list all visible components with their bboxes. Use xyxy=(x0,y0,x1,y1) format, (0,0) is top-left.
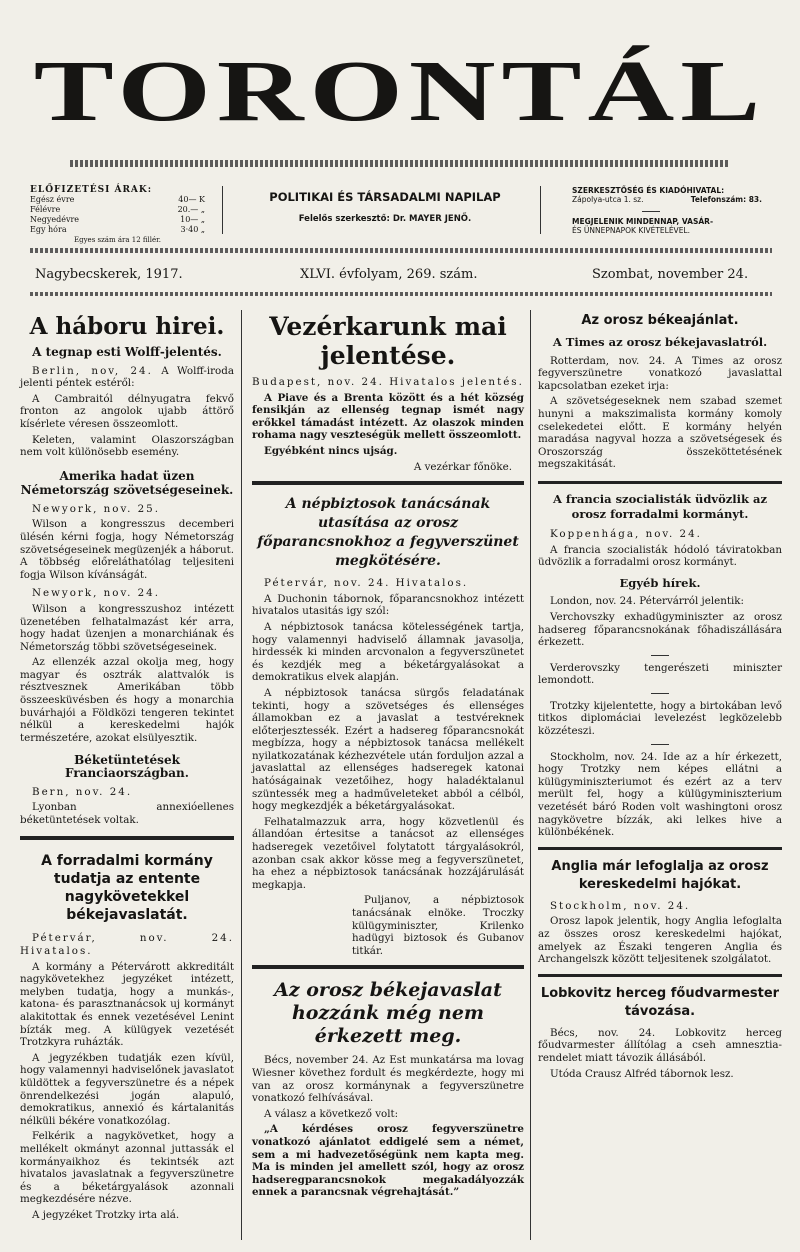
paragraph: Felhatalmazzuk arra, hogy közvetlenül és állandóan értesitse a tanácsot az ellenséges hadseregek vezetőivel folytatott tárgyalásokról, azonban csak akkor kösse meg a fegyverszünetet, ha ehez a népbiztosok tanácsának hozzájárulását megkapja. xyxy=(252,815,524,891)
divider xyxy=(642,211,660,212)
dateline: Stockholm, nov. 24. xyxy=(550,899,691,912)
section-rule xyxy=(20,836,234,840)
paragraph: A népbiztosok tanácsa kötelességének tartja, hogy valamennyi hadviselő államnak javasolja, hirdessék ki minden arcvonalon a fegyverszünetet és kezdjék meg a béketárgyalásokat a demokratikus elvek alapján. xyxy=(252,620,524,684)
section-rule xyxy=(538,974,782,977)
paragraph: A Piave és a Brenta között és a hét község fensikján az ellenség tegnap ismét nagy erőkkel támadást intézett. Az olaszok minden rohama nagy veszteségük mellett összeomlott. xyxy=(252,391,524,442)
date-place: Nagybecskerek, 1917. xyxy=(35,267,183,282)
column-rule xyxy=(530,310,531,1240)
publish-line-2: ÉS ÜNNEPNAPOK KIVÉTELÉVEL. xyxy=(572,226,690,235)
paragraph: Keleten, valamint Olaszországban nem volt különösebb esemény. xyxy=(20,433,234,459)
column-2 xyxy=(252,312,524,1202)
divider xyxy=(651,693,669,694)
office-address: Zápolya-utca 1. sz. xyxy=(572,195,644,204)
paragraph: London, nov. 24. Pétervárról jelentik: xyxy=(550,595,744,608)
paragraph: Orosz lapok jelentik, hogy Anglia lefoglalta az összes orosz kereskedelmi hajókat, amelyek az Északi tengeren Anglia és Archangelszk között teljesitenek szolgálatot. xyxy=(538,915,782,966)
price-value: 20.— „ xyxy=(177,205,205,214)
office-title: SZERKESZTŐSÉG ÉS KIADÓHIVATAL: xyxy=(572,186,725,195)
paragraph: A népbiztosok tanácsa sürgős feladatának tekinti, hogy a szövetséges és ellenséges államokban ez a javaslat a testvéreknek előterjesztessék. Ezért a hadsereg főparancsnokát megbízza, hogy a népbiztosok tanácsa mellékelt nyilatkozatának kézhezvétele után forduljon azzal a javaslattal az ellenséges hadseregek katonai hatóságainak vezetőihez, hogy haladéktalanul szüntessék meg a hadműveleteket abból a célból, hogy megkezdjék a béketárgyalásokat. xyxy=(252,686,524,813)
price-label: Egész évre xyxy=(30,195,75,204)
signature: A vezérkar főnöke. xyxy=(413,460,512,473)
article-title: Az orosz békejavaslat hozzánk még nem érkezett meg. xyxy=(274,979,502,1048)
subtitle: POLITIKAI ÉS TÁRSADALMI NAPILAP xyxy=(269,190,501,204)
paragraph: Wilson a kongresszushoz intézett üzenetében felhatalmazást kér arra, hogy hadat üzenjen a monarchiának és Németország többi szövetségeseinek. xyxy=(20,602,234,653)
paragraph: Az ellenzék azzal okolja meg, hogy magyar és osztrák alattvalók is résztvesznek Amerikában több összeesküvésben és hogy a monarchia buvárhajói a Földközi tengeren tekintet nélkül a kereskedelmi hajók természetére, azokat elsülyesztik. xyxy=(20,656,234,744)
article-subtitle: A tegnap esti Wolff-jelentés. xyxy=(32,345,222,359)
dateline: Bern, nov. 24. xyxy=(32,785,133,798)
article-title: Béketüntetések Franciaországban. xyxy=(65,753,189,781)
subtitle-box xyxy=(240,190,530,224)
issue-date: Szombat, november 24. xyxy=(592,267,749,282)
paragraph: Felkérik a nagykövetket, hogy a mellékelt okmányt azonnal juttassák el kormányaikhoz és tekintsék azt hivatalos javaslatnak a fegyverszünetre és a béketárgyalások azonnali megkezdésére nézve. xyxy=(20,1130,234,1206)
article-title: A háboru hirei. xyxy=(29,313,225,340)
paragraph: Verchovszky exhadügyminiszter az orosz hadsereg főparancsnokának főhadiszállására érkezett. xyxy=(538,610,782,649)
paragraph: Wilson a kongresszus decemberi ülésén kérni fogja, hogy Németország szövetségeseinek megüzenjék a háborut. A többség előreláthatólag teljesiteni fogja Wilson kívánságát. xyxy=(20,518,234,581)
divider xyxy=(222,186,223,234)
paragraph: Bécs, nov. 24. Lobkovitz herceg főudvarmester állítólag a cseh amnesztia-rendelet miatt távozik állásából. xyxy=(538,1026,782,1064)
article-title: Egyéb hírek. xyxy=(619,575,701,590)
issue-number: XLVI. évfolyam, 269. szám. xyxy=(300,267,478,282)
prices-title: ELŐFIZETÉSI ÁRAK: xyxy=(30,185,153,195)
paragraph: A Cambraitól délnyugatra fekvő fronton az angolok ujabb áttörő kísérlete véresen összeomlott. xyxy=(20,392,234,430)
dateline: Pétervár, nov. 24. Hivatalos. xyxy=(20,932,234,957)
rule xyxy=(30,292,772,296)
paragraph: A jegyzéket Trotzky irta alá. xyxy=(32,1208,180,1221)
price-label: Negyedévre xyxy=(30,215,80,224)
price-label: Egy hóra xyxy=(30,225,67,234)
phone: Telefonszám: 83. xyxy=(690,195,762,204)
single-copy-price: Egyes szám ára 12 fillér. xyxy=(74,236,161,244)
article-title: Vezérkarunk mai jelentése. xyxy=(269,312,507,370)
column-3 xyxy=(538,312,782,1083)
paragraph: Egyébként nincs ujság. xyxy=(264,444,398,457)
article-title: Az orosz békeajánlat. xyxy=(581,313,739,328)
paragraph: Lyonban annexióellenes béketüntetések voltak. xyxy=(20,801,234,826)
price-box xyxy=(30,185,205,245)
article-subtitle: A Times az orosz békejavaslatról. xyxy=(552,335,768,349)
price-label: Félévre xyxy=(30,205,61,214)
editor: Felelős szerkesztő: Dr. MAYER JENŐ. xyxy=(298,214,472,224)
dateline: Pétervár, nov. 24. Hivatalos. xyxy=(264,577,469,590)
price-value: 10— „ xyxy=(180,215,205,224)
paragraph: Stockholm, nov. 24. Ide az a hír érkezett, hogy Trotzky nem képes ellátni a külügyminiszteriumot és ezért az a terv merült fel, hogy a külügyminiszterium vezetését báró Roden volt washingtoni orosz nagykövetre bízzák, aki lelkes hive a különbékének. xyxy=(538,750,782,839)
paragraph: A francia szocialisták hódoló táviratokban üdvözlik a forradalmi orosz kormányt. xyxy=(538,543,782,569)
paragraph: Verderovszky tengerészeti miniszter lemondott. xyxy=(538,661,782,687)
article-title: A népbiztosok tanácsának utasítása az orosz főparancsnokhoz a fegyverszünet megkötésére. xyxy=(257,496,519,570)
paragraph: Puljanov, a népbiztosok tanácsának elnöke. Troczky külügyminiszter, Krilenko hadügyi biztosok és Gubanov titkár. xyxy=(352,894,524,957)
paragraph: Bécs, november 24. Az Est munkatársa ma lovag Wiesner követhez fordult és megkérdezte, hogy mi van az orosz kormánynak a fegyverszünetre vonatkozó felhívásával. xyxy=(252,1054,524,1105)
rule xyxy=(30,248,772,253)
article-title: A francia szocialisták üdvözlik az orosz forradalmi kormányt. xyxy=(553,491,767,521)
paragraph: Rotterdam, nov. 24. A Times az orosz fegyverszünetre vonatkozó javaslattal kapcsolatban ezeket irja: xyxy=(538,354,782,392)
section-rule xyxy=(252,965,524,969)
column-1 xyxy=(20,312,234,1224)
column-rule xyxy=(241,310,242,1240)
divider xyxy=(540,186,541,234)
paragraph: Utóda Crausz Alfréd tábornok lesz. xyxy=(550,1067,734,1080)
section-rule xyxy=(538,481,782,484)
dateline: Berlin, nov, 24. xyxy=(32,364,153,377)
price-value: 40— K xyxy=(178,195,205,204)
paragraph: A kormány a Pétervárott akkreditált nagykövetekhez jegyzéket intézett, melyben tudatja, hogy a munkás-, katona- és parasztnanácsok uj kormányt alakitottak és ennek vezetésével Lenint bízták meg. A külügyek vezetését Trotzkyra ruházták. xyxy=(20,960,234,1049)
divider xyxy=(651,655,669,656)
dateline: Newyork, nov. 24. xyxy=(32,587,160,600)
paragraph: A jegyzékben tudatják ezen kívül, hogy valamennyi hadviselőnek javaslatot küldöttek a fegyverszünetre és a népek önrendelkezési jogán alapuló, demokratikus, annexió és kártalanitás nélküli békére vonatkozólag. xyxy=(20,1051,234,1127)
price-value: 3·40 „ xyxy=(180,225,205,234)
paragraph: Trotzky kijelentette, hogy a birtokában levő titkos diplomáciai levelezést legközelebb közzéteszi. xyxy=(538,699,782,738)
masthead-rule xyxy=(70,160,730,167)
article-title: A forradalmi kormány tudatja az entente nagykövetekkel békejavaslatát. xyxy=(41,853,213,924)
dateline: Budapest, nov. 24. Hivatalos jelentés. xyxy=(252,376,524,388)
paragraph: A válasz a következő volt: xyxy=(264,1107,399,1120)
publish-line-1: MEGJELENIK MINDENNAP, VASÁR- xyxy=(572,217,714,226)
divider xyxy=(651,744,669,745)
dateline: Newyork, nov. 25. xyxy=(32,502,160,515)
office-box xyxy=(572,186,772,235)
paragraph: A szövetségeseknek nem szabad szemet hunyni a makszimalista kormány komoly cselekedetei előtt. E kormány helyén maradása nagyval hozza a szövetségesek és Oroszország összeköttetésének megszakitását. xyxy=(538,395,782,471)
article-title: Amerika hadat üzen Németország szövetségeseinek. xyxy=(20,468,234,497)
dateline: Koppenhága, nov. 24. xyxy=(550,527,702,540)
section-rule xyxy=(538,847,782,850)
paragraph: A Wolff-iroda jelenti péntek estéről: xyxy=(20,364,234,390)
section-rule xyxy=(252,481,524,485)
article-title: Lobkovitz herceg főudvarmester távozása. xyxy=(540,985,780,1019)
article-title: Anglia már lefoglalja az orosz kereskedelmi hajókat. xyxy=(551,858,769,892)
paragraph: „A kérdéses orosz fegyverszünetre vonatkozó ajánlatot eddigelé sem a német, sem a mi hadvezetőségünk nem kapta meg. Ma is minden jel amellett szól, hogy az orosz hadseregparancsnokok megakadályozzák ennek a parancsnak végrehajtását.” xyxy=(252,1123,524,1199)
masthead-title: TORONTÁL xyxy=(33,42,767,139)
paragraph: A Duchonin tábornok, főparancsnokhoz intézett hivatalos utasitás igy szól: xyxy=(252,592,524,618)
